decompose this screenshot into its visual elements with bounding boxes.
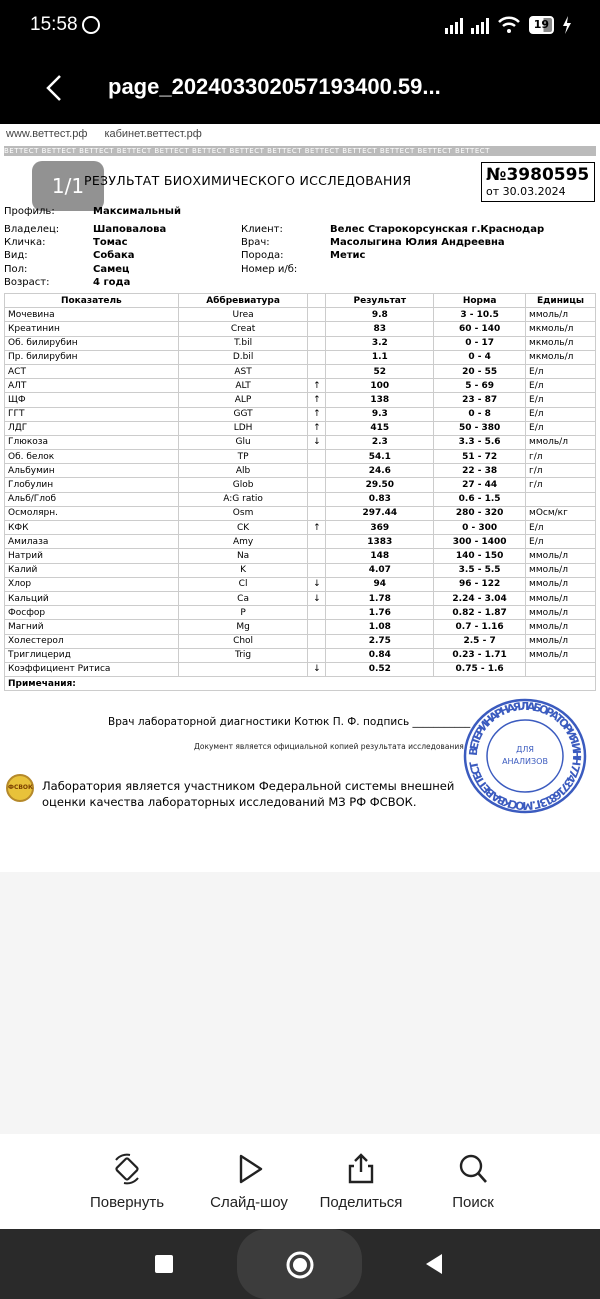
flag-cell [308,364,326,378]
result-cell: 94 [326,577,434,591]
nickname-value: Томас [93,237,128,248]
site-link-1: www.веттест.рф [6,128,88,140]
table-header-cell: Единицы [526,294,596,308]
rotate-button[interactable] [67,1152,187,1211]
table-row [5,350,596,364]
param-name-cell: Магний [5,620,179,634]
flag-cell: ↓ [308,577,326,591]
units-cell: Е/л [526,407,596,421]
result-cell: 3.2 [326,336,434,350]
norm-cell: 5 - 69 [434,379,526,393]
table-row [5,535,596,549]
wifi-icon [497,16,521,34]
abbreviation-cell: Alb [178,464,308,478]
abbreviation-cell: Glob [178,478,308,492]
flag-cell [308,450,326,464]
abbreviation-cell: Chol [178,634,308,648]
units-cell: Е/л [526,521,596,535]
param-name-cell: Фосфор [5,606,179,620]
table-row [5,464,596,478]
abbreviation-cell: TP [178,450,308,464]
client-label: Клиент: [241,224,283,235]
units-cell: мкмоль/л [526,350,596,364]
document-title: РЕЗУЛЬТАТ БИОХИМИЧЕСКОГО ИССЛЕДОВАНИЯ [84,173,412,188]
result-cell: 54.1 [326,450,434,464]
units-cell: мкмоль/л [526,322,596,336]
norm-cell: 23 - 87 [434,393,526,407]
flag-cell [308,506,326,520]
norm-cell: 3.3 - 5.6 [434,435,526,449]
slideshow-button[interactable] [189,1152,309,1211]
norm-cell: 280 - 320 [434,506,526,520]
flag-cell: ↑ [308,421,326,435]
flag-cell: ↓ [308,591,326,605]
system-nav-bar [0,1229,600,1299]
norm-cell: 0.75 - 1.6 [434,662,526,676]
table-body [5,308,596,691]
rotate-icon [110,1152,144,1186]
result-cell: 1383 [326,535,434,549]
param-name-cell: ЩФ [5,393,179,407]
status-bar [0,0,600,52]
table-row [5,506,596,520]
charging-icon [562,16,572,34]
abbreviation-cell: AST [178,364,308,378]
status-time: 15:58 [30,14,78,35]
table-row [5,478,596,492]
table-row [5,364,596,378]
flag-cell: ↑ [308,393,326,407]
norm-cell: 20 - 55 [434,364,526,378]
abbreviation-cell: K [178,563,308,577]
norm-cell: 2.24 - 3.04 [434,591,526,605]
document-number: №3980595 [486,165,590,185]
result-cell: 2.75 [326,634,434,648]
param-name-cell: Осмолярн. [5,506,179,520]
param-name-cell: Холестерол [5,634,179,648]
age-value: 4 года [93,277,131,288]
param-name-cell: Глобулин [5,478,179,492]
param-name-cell: Альб/Глоб [5,492,179,506]
abbreviation-cell: Creat [178,322,308,336]
units-cell: ммоль/л [526,308,596,322]
slideshow-label: Слайд-шоу [210,1194,288,1211]
flag-cell [308,535,326,549]
table-row [5,322,596,336]
abbreviation-cell: LDH [178,421,308,435]
flag-cell [308,492,326,506]
doctor-label: Врач: [241,237,270,248]
share-button[interactable] [301,1152,421,1211]
flag-cell: ↑ [308,379,326,393]
param-name-cell: АСТ [5,364,179,378]
units-cell: ммоль/л [526,634,596,648]
bottom-action-bar [0,1134,600,1229]
norm-cell: 3.5 - 5.5 [434,563,526,577]
signal-icon [445,16,463,34]
flag-cell [308,549,326,563]
abbreviation-cell [178,662,308,676]
result-cell: 83 [326,322,434,336]
norm-cell: 22 - 38 [434,464,526,478]
recents-icon[interactable] [155,1255,173,1273]
result-cell: 29.50 [326,478,434,492]
table-row [5,577,596,591]
abbreviation-cell: Trig [178,648,308,662]
units-cell: г/л [526,478,596,492]
table-row [5,393,596,407]
flag-cell: ↓ [308,435,326,449]
units-cell: мОсм/кг [526,506,596,520]
fsvok-logo: ФСВОК [6,774,34,802]
document-date: от 30.03.2024 [486,185,566,198]
site-link-2: кабинет.веттест.рф [104,128,202,140]
lab-accreditation-text: Лаборатория является участником Федеральной системы внешней оценки качества лабораторных исследований МЗ РФ ФСВОК. [42,779,455,809]
flag-cell [308,336,326,350]
flag-cell [308,648,326,662]
search-icon [456,1152,490,1186]
units-cell: ммоль/л [526,435,596,449]
share-icon [344,1152,378,1186]
abbreviation-cell: Amy [178,535,308,549]
units-cell: ммоль/л [526,577,596,591]
norm-cell: 0.7 - 1.16 [434,620,526,634]
back-arrow-icon[interactable] [40,70,70,106]
copy-note: Документ является официальной копией результата исследования [194,742,464,751]
abbreviation-cell: Mg [178,620,308,634]
units-cell: Е/л [526,421,596,435]
flag-cell [308,308,326,322]
flag-cell [308,322,326,336]
table-header-cell: Аббревиатура [178,294,308,308]
svg-text:ДЛЯ: ДЛЯ [516,745,534,754]
table-row [5,521,596,535]
result-cell: 138 [326,393,434,407]
result-cell: 1.08 [326,620,434,634]
table-row [5,648,596,662]
home-icon[interactable] [285,1250,315,1280]
param-name-cell: Альбумин [5,464,179,478]
units-cell: ммоль/л [526,563,596,577]
param-name-cell: Об. билирубин [5,336,179,350]
site-links [6,128,216,140]
units-cell: Е/л [526,535,596,549]
units-cell: мкмоль/л [526,336,596,350]
sex-value: Самец [93,264,130,275]
flag-cell [308,606,326,620]
param-name-cell: ГГТ [5,407,179,421]
table-row [5,421,596,435]
document-number-box [481,162,595,202]
abbreviation-cell: Osm [178,506,308,520]
norm-cell: 0.6 - 1.5 [434,492,526,506]
table-row [5,662,596,676]
units-cell: Е/л [526,379,596,393]
param-name-cell: Амилаза [5,535,179,549]
units-cell: Е/л [526,364,596,378]
abbreviation-cell: Glu [178,435,308,449]
param-name-cell: Пр. билирубин [5,350,179,364]
result-cell: 0.52 [326,662,434,676]
flag-cell [308,620,326,634]
flag-cell: ↓ [308,662,326,676]
result-cell: 1.76 [326,606,434,620]
param-name-cell: Об. белок [5,450,179,464]
document-page[interactable] [0,124,600,872]
breed-label: Порода: [241,250,284,261]
table-header-row [5,294,596,308]
status-icons [445,16,572,34]
param-name-cell: Калий [5,563,179,577]
table-header-cell: Результат [326,294,434,308]
species-label: Вид: [4,250,28,261]
result-cell: 1.1 [326,350,434,364]
abbreviation-cell: A:G ratio [178,492,308,506]
abbreviation-cell: Ca [178,591,308,605]
norm-cell: 0 - 4 [434,350,526,364]
doctor-value: Масолыгина Юлия Андреевна [330,237,505,248]
param-name-cell: Кальций [5,591,179,605]
abbreviation-cell: Urea [178,308,308,322]
norm-cell: 0 - 17 [434,336,526,350]
watermark-strip: ВЕТТЕСТ ВЕТТЕСТ ВЕТТЕСТ ВЕТТЕСТ ВЕТТЕСТ ВЕТТЕСТ ВЕТТЕСТ ВЕТТЕСТ ВЕТТЕСТ ВЕТТЕСТ ВЕТТЕСТ ВЕТТЕСТ ВЕТТЕСТ [4,146,596,156]
param-name-cell: ЛДГ [5,421,179,435]
notes-label: Примечания: [5,677,596,691]
units-cell [526,492,596,506]
flag-cell [308,634,326,648]
param-name-cell: АЛТ [5,379,179,393]
share-label: Поделиться [319,1194,403,1211]
norm-cell: 96 - 122 [434,577,526,591]
table-row [5,336,596,350]
result-cell: 2.3 [326,435,434,449]
result-cell: 9.3 [326,407,434,421]
abbreviation-cell: Cl [178,577,308,591]
norm-cell: 300 - 1400 [434,535,526,549]
norm-cell: 2.5 - 7 [434,634,526,648]
table-row [5,407,596,421]
norm-cell: 0 - 8 [434,407,526,421]
table-row [5,379,596,393]
units-cell [526,662,596,676]
flag-cell [308,350,326,364]
sex-label: Пол: [4,264,28,275]
svg-text:АНАЛИЗОВ: АНАЛИЗОВ [502,757,548,766]
param-name-cell: Мочевина [5,308,179,322]
result-cell: 100 [326,379,434,393]
norm-cell: 51 - 72 [434,450,526,464]
table-row [5,606,596,620]
table-row [5,435,596,449]
table-row [5,308,596,322]
app-bar [0,52,600,124]
table-header-cell: Норма [434,294,526,308]
units-cell: Е/л [526,393,596,407]
result-cell: 24.6 [326,464,434,478]
table-header-cell: Показатель [5,294,179,308]
breed-value: Метис [330,250,366,261]
play-icon [232,1152,266,1186]
abbreviation-cell: ALP [178,393,308,407]
search-label: Поиск [452,1194,494,1211]
abbreviation-cell: P [178,606,308,620]
norm-cell: 140 - 150 [434,549,526,563]
table-row [5,549,596,563]
notes-row [5,677,596,691]
units-cell: г/л [526,450,596,464]
result-cell: 148 [326,549,434,563]
owner-label: Владелец: [4,224,60,235]
abbreviation-cell: Na [178,549,308,563]
param-name-cell: КФК [5,521,179,535]
table-row [5,563,596,577]
result-cell: 1.78 [326,591,434,605]
owner-value: Шаповалова [93,224,167,235]
abbreviation-cell: GGT [178,407,308,421]
viewer-background [0,872,600,1134]
units-cell: ммоль/л [526,648,596,662]
norm-cell: 0.23 - 1.71 [434,648,526,662]
norm-cell: 50 - 380 [434,421,526,435]
rotate-label: Повернуть [89,1194,165,1211]
abbreviation-cell: T.bil [178,336,308,350]
param-name-cell: Натрий [5,549,179,563]
nickname-label: Кличка: [4,237,46,248]
norm-cell: 27 - 44 [434,478,526,492]
whatsapp-icon [82,16,100,34]
flag-cell [308,563,326,577]
table-row [5,634,596,648]
units-cell: ммоль/л [526,549,596,563]
battery-icon: 19 [529,16,554,34]
table-row [5,492,596,506]
signal-icon-2 [471,16,489,34]
back-nav-icon[interactable] [424,1253,444,1275]
norm-cell: 0.82 - 1.87 [434,606,526,620]
units-cell: ммоль/л [526,620,596,634]
client-value: Велес Старокорсунская г.Краснодар [330,224,545,235]
flag-cell [308,478,326,492]
species-value: Собака [93,250,135,261]
norm-cell: 60 - 140 [434,322,526,336]
search-button[interactable] [413,1152,533,1211]
units-cell: г/л [526,464,596,478]
norm-cell: 0 - 300 [434,521,526,535]
result-cell: 297.44 [326,506,434,520]
age-label: Возраст: [4,277,50,288]
units-cell: ммоль/л [526,606,596,620]
table-row [5,620,596,634]
result-cell: 9.8 [326,308,434,322]
result-cell: 0.84 [326,648,434,662]
signature-line: Врач лабораторной диагностики Котюк П. Ф. подпись ___________ [108,716,471,728]
flag-cell: ↑ [308,407,326,421]
norm-cell: 3 - 10.5 [434,308,526,322]
param-name-cell: Триглицерид [5,648,179,662]
result-cell: 415 [326,421,434,435]
file-title: page_20240330205719340​0.59... [108,74,441,99]
page-indicator: 1/1 [32,161,104,211]
result-cell: 4.07 [326,563,434,577]
results-table [4,293,596,691]
result-cell: 52 [326,364,434,378]
param-name-cell: Хлор [5,577,179,591]
param-name-cell: Коэффициент Ритиса [5,662,179,676]
result-cell: 0.83 [326,492,434,506]
flag-cell: ↑ [308,521,326,535]
table-header-cell [308,294,326,308]
abbreviation-cell: D.bil [178,350,308,364]
result-cell: 369 [326,521,434,535]
units-cell: ммоль/л [526,591,596,605]
id-label: Номер и/б: [241,264,298,275]
abbreviation-cell: ALT [178,379,308,393]
table-row [5,591,596,605]
svg-text:ВЕТЕРИНАРНАЯ ЛАБОРАТОРИЯ ИНН 7: ВЕТЕРИНАРНАЯ ЛАБОРАТОРИЯ ИНН 7743716813 Г. МОСКВА ВЕТТЕСТ [466,699,584,813]
param-name-cell: Глюкоза [5,435,179,449]
table-row [5,450,596,464]
flag-cell [308,464,326,478]
abbreviation-cell: CK [178,521,308,535]
param-name-cell: Креатинин [5,322,179,336]
profile-value: Максимальный [93,206,181,217]
profile-label: Профиль: [4,206,55,217]
